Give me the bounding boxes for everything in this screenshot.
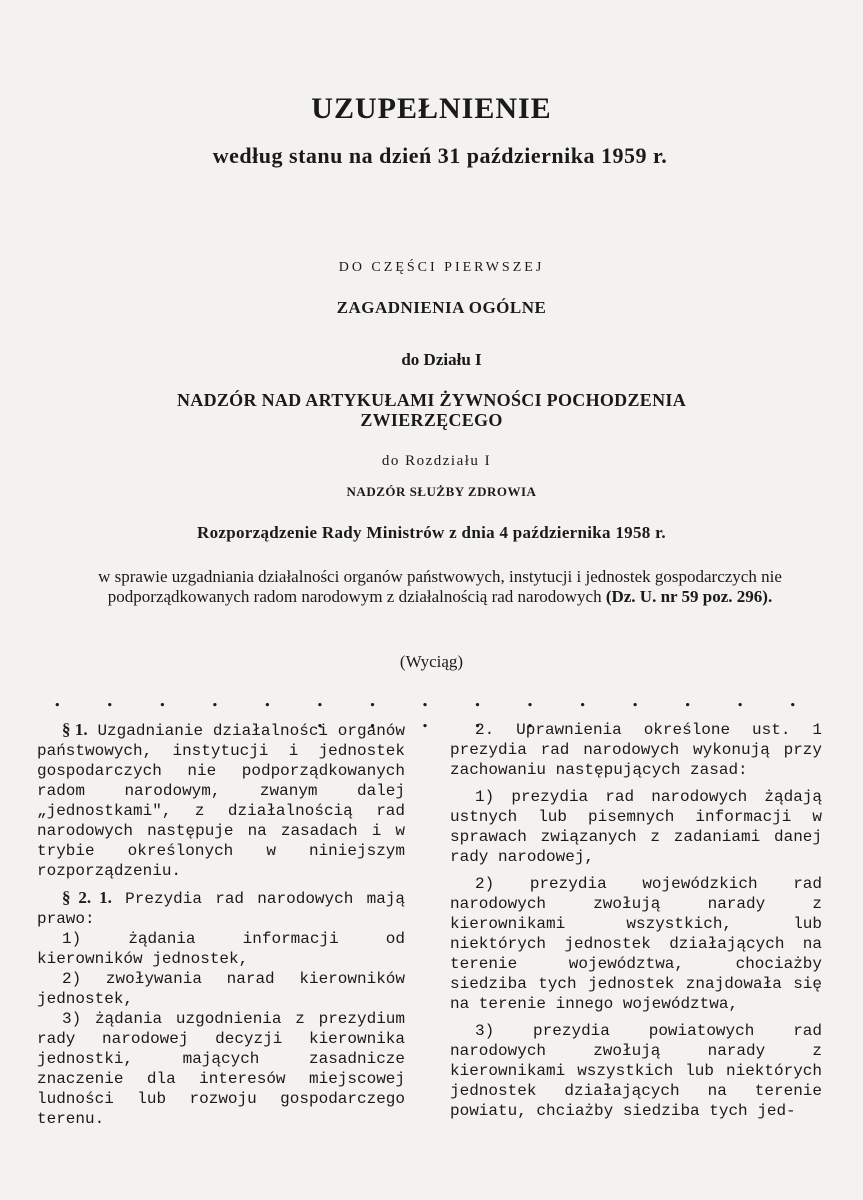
division-heading: do Działu I <box>401 350 482 369</box>
paragraph-1-number: § 1. <box>62 720 88 739</box>
chapter-heading: do Rozdziału I <box>381 453 492 469</box>
paragraph-2-2: 2. Uprawnienia określone ust. 1 prezydia rad narodowych wykonują przy zachowaniu następujących zasad: <box>450 721 822 779</box>
list-item: 3) żądania uzgodnienia z prezydium rady narodowej decyzji kierownika jednostki, mających zasadnicze znaczenie dla interesów miejscowej ludności lub rozwoju gospodarczego terenu. <box>37 1010 405 1128</box>
document-title: UZUPEŁNIENIE <box>311 92 552 125</box>
part-heading: DO CZĘŚCI PIERWSZEJ <box>338 260 545 275</box>
list-item: 1) żądania informacji od kierowników jednostek, <box>37 930 405 968</box>
paragraph-2-text: Prezydia rad narodowych mają prawo: <box>37 890 406 928</box>
paragraph-2 <box>37 888 405 929</box>
section-heading: ZAGADNIENIA OGÓLNE <box>336 298 547 317</box>
list-item: 3) prezydia powiatowych rad narodowych zwołują narady z kierownikami wszystkich lub niektórych jednostek działających na terenie powiatu, chciażby siedziba tych jed- <box>450 1022 822 1120</box>
paragraph-1-text: Uzgadnianie działalności organów państwowych, instytucji i jednostek gospodarczych nie podporządkowanych radom narodowym, zwanym dalej „jednostkami", z działalnością rad narodowych następuje na zasadach i w trybie określonych w niniejszym rozporządzeniu. <box>37 722 406 880</box>
list-item: 2) zwoływania narad kierowników jednostek, <box>37 970 405 1008</box>
left-column <box>37 720 405 1129</box>
paragraph-1 <box>37 720 405 881</box>
excerpt-label: (Wyciąg) <box>399 652 464 671</box>
list-item: 1) prezydia rad narodowych żądają ustnych lub pisemnych informacji w sprawach związanych z zadaniami danej rady narodowej, <box>450 788 822 866</box>
regulation-title: Rozporządzenie Rady Ministrów z dnia 4 października 1958 r. <box>197 523 666 542</box>
division-title-line2: ZWIERZĘCEGO <box>360 410 503 430</box>
separator-dots: . . . . . . . . . . . . . . . . . . . . <box>54 690 816 732</box>
paragraph-2-number: § 2. 1. <box>62 888 112 907</box>
division-title-line1: NADZÓR NAD ARTYKUŁAMI ŻYWNOŚCI POCHODZENIA <box>176 390 686 410</box>
chapter-title: NADZÓR SŁUŻBY ZDROWIA <box>346 484 537 499</box>
right-column <box>450 720 822 1121</box>
regulation-subject <box>60 567 820 607</box>
list-item: 2) prezydia wojewódzkich rad narodowych zwołują narady z kierownikami wszystkich, lub niektórych jednostek działających na terenie województwa, chociażby siedziba tych jednostek znajdowała się na terenie innego województwa, <box>450 875 822 1013</box>
regulation-subject-text: w sprawie uzgadniania działalności organów państwowych, instytucji i jednostek gospodarczych nie podporządkowanych radom narodowym z działalnością rad narodowych <box>98 567 782 606</box>
division-title <box>0 390 863 430</box>
regulation-reference: (Dz. U. nr 59 poz. 296). <box>605 587 773 606</box>
document-subtitle: według stanu na dzień 31 października 1959 r. <box>212 143 668 168</box>
